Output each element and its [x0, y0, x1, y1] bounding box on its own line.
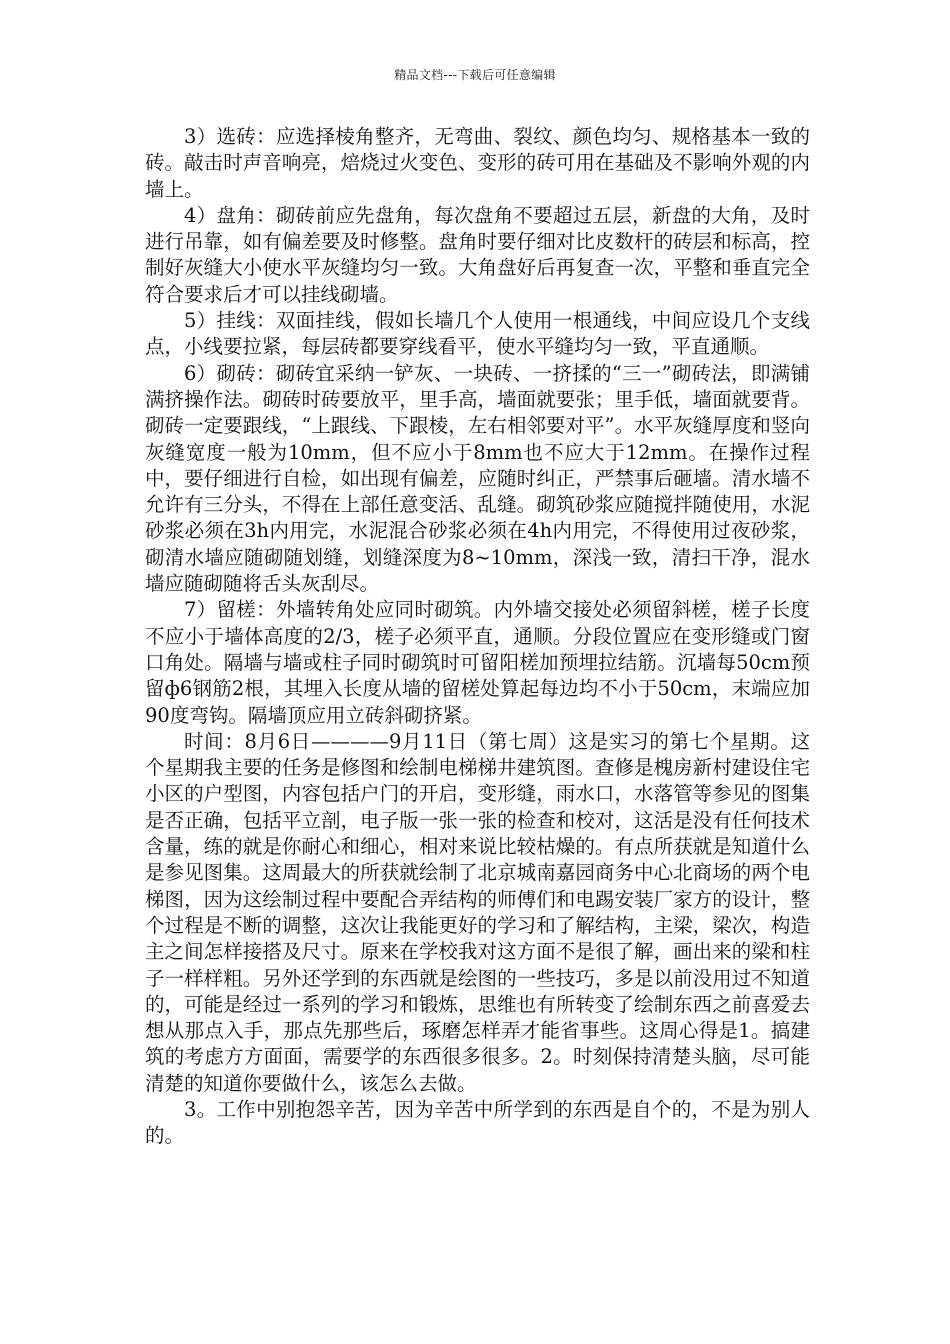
paragraph-conclusion: 3。工作中别抱怨辛苦，因为辛苦中所学到的东西是自个的，不是为别人的。 [145, 1097, 810, 1148]
paragraph-corner-building: 4）盘角：砌砖前应先盘角，每次盘角不要超过五层，新盘的大角，及时进行吊靠，如有偏差要及时修整。盘角时要仔细对比皮数杆的砖层和标高，控制好灰缝大小使水平灰缝均匀一致。大角盘好后再复查一次，平整和垂直完全符合要求后才可以挂线砌墙。 [145, 203, 810, 306]
paragraph-toothing: 7）留槎：外墙转角处应同时砌筑。内外墙交接处必须留斜槎，槎子长度不应小于墙体高度的2/3，槎子必须平直，通顺。分段位置应在变形缝或门窗口角处。隔墙与墙或柱子同时砌筑时可留阳槎加预埋拉结筋。沉墙每50cm预留ф6钢筋2根，其埋入长度从墙的留槎处算起每边均不小于50cm，末端应加90度弯钩。隔墙顶应用立砖斜砌挤紧。 [145, 598, 810, 727]
page-header: 精品文档---下载后可任意编辑 [394, 68, 556, 82]
paragraph-bricklaying: 6）砌砖：砌砖宜采纳一铲灰、一块砖、一挤揉的“三一”砌砖法，即满铺满挤操作法。砌砖时砖要放平，里手高，墙面就要张；里手低，墙面就要背。砌砖一定要跟线，“上跟线、下跟棱，左右相邻要对平”。水平灰缝厚度和竖向灰缝宽度一般为10mm，但不应小于8mm也不应大于12mm。在操作过程中，要仔细进行自检，如出现有偏差，应随时纠正，严禁事后砸墙。清水墙不允许有三分头，不得在上部任意变活、乱缝。砌筑砂浆应随搅拌随使用，水泥砂浆必须在3h内用完，水泥混合砂浆必须在4h内用完，不得使用过夜砂浆，砌清水墙应随砌随划缝，划缝深度为8~10mm，深浅一致，清扫干净，混水墙应随砌随将舌头灰刮尽。 [145, 361, 810, 596]
paragraph-line-hanging: 5）挂线：双面挂线，假如长墙几个人使用一根通线，中间应设几个支线点，小线要拉紧，每层砖都要穿线看平，使水平缝均匀一致，平直通顺。 [145, 309, 810, 359]
paragraph-week-seven: 时间：8月6日————9月11日（第七周）这是实习的第七个星期。这个星期我主要的任务是修图和绘制电梯梯井建筑图。查修是槐房新村建设住宅小区的户型图，内容包括户门的开启，变形缝，雨水口，水落管等参见的图集是否正确，包括平立剖，电子版一张一张的检查和校对，这活是没有任何技术含量，练的就是你耐心和细心，相对来说比较枯燥的。有点所获就是知道什么是参见图集。这周最大的所获就绘制了北京城南嘉园商务中心北商场的两个电梯图，因为这绘制过程中要配合弄结构的师傅们和电踢安装厂家方的设计，整个过程是不断的调整，这次让我能更好的学习和了解结构，主梁，梁次，构造主之间怎样接搭及尺寸。原来在学校我对这方面不是很了解，画出来的梁和柱子一样样粗。另外还学到的东西就是绘图的一些技巧，多是以前没用过不知道的，可能是经过一系列的学习和锻炼，思维也有所转变了绘制东西之前喜爱去想从那点入手，那点先那些后，琢磨怎样弄才能省事些。这周心得是1。搞建筑的考虑方方面面，需要学的东西很多很多。2。时刻保持清楚头脑，尽可能清楚的知道你要做什么，该怎么去做。 [145, 729, 810, 1095]
document-body [145, 124, 810, 1150]
paragraph-select-bricks: 3）选砖：应选择棱角整齐，无弯曲、裂纹、颜色均匀、规格基本一致的砖。敲击时声音响亮，焙烧过火变色、变形的砖可用在基础及不影响外观的内墙上。 [145, 125, 810, 201]
